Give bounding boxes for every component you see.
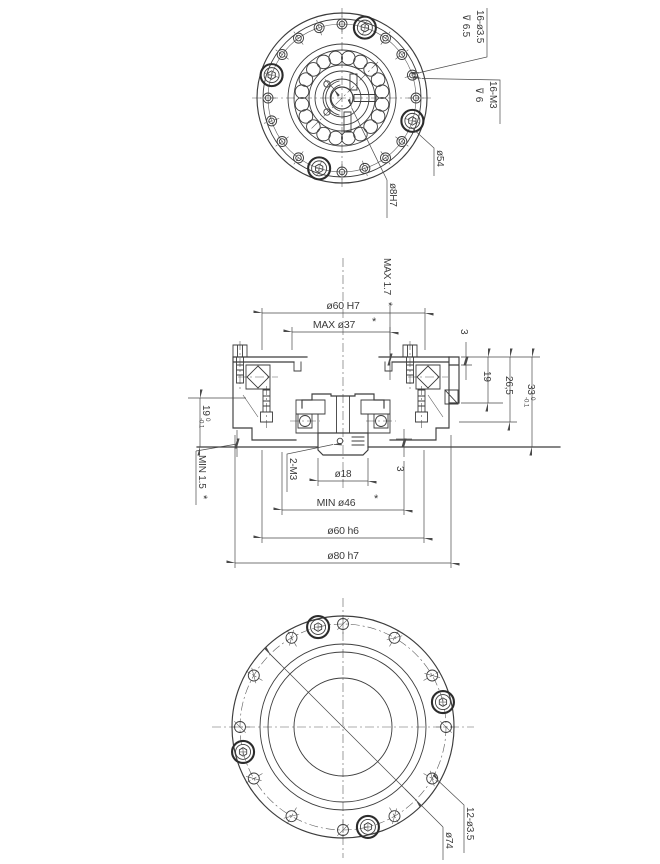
- screw-cross-tick: [362, 25, 368, 31]
- bearing-ball: [329, 131, 343, 145]
- screw-cross-tick: [409, 118, 415, 124]
- dim-33-tol-lower: -0.1: [522, 397, 530, 408]
- bearing-ball: [364, 63, 378, 77]
- hole-centerline-tick: [276, 50, 289, 59]
- screw-cross-tick: [240, 749, 246, 755]
- screw-cross-tick: [440, 699, 446, 705]
- hole-centerline-tick: [395, 50, 408, 59]
- dim-3top-label: 3: [458, 329, 469, 335]
- dim-74-label: ø74: [443, 832, 454, 849]
- hole-centerline-tick: [381, 151, 390, 164]
- bearing-ball: [342, 51, 356, 65]
- top-view-centerlines: [252, 8, 433, 190]
- dim-19l-tol-lower: -0.1: [197, 418, 205, 429]
- dim-74-arrow-a: [270, 654, 281, 665]
- dim-265-label: 26,5: [503, 376, 514, 395]
- dim-74-line: [265, 649, 443, 827]
- hole-centerline-tick: [276, 137, 289, 146]
- bearing-ball: [317, 127, 331, 141]
- bearing-ball: [299, 110, 313, 124]
- housing-right-outline: [379, 357, 449, 440]
- dim-min15-label: MIN 1.5: [196, 455, 207, 489]
- bearing-ball: [354, 127, 368, 141]
- dim-3b-label: 3: [394, 466, 405, 472]
- bearing-ball: [299, 73, 313, 87]
- hole-centerline-tick: [294, 32, 303, 45]
- top-bolt-holes-depth-label: ⊽ 6.5: [460, 14, 471, 37]
- bearing-ball: [342, 131, 356, 145]
- seal-box: [445, 390, 458, 404]
- bearing-ball: [371, 73, 385, 87]
- dim-2m3-label: 2-M3: [287, 458, 298, 480]
- bearing-ball: [295, 98, 309, 112]
- top-view: [252, 8, 500, 218]
- section-view: [188, 258, 560, 568]
- screw-cross-tick: [365, 824, 371, 830]
- top-tapped-holes-depth-label: ⊽ 6: [473, 87, 484, 103]
- screw-cross-tick: [316, 165, 322, 171]
- bottom-view: [212, 598, 475, 860]
- hole-centerline-tick: [381, 32, 390, 45]
- dim-80h7-label: ø80 h7: [327, 550, 359, 562]
- dim-19l-label: 19: [200, 405, 211, 416]
- dim-max17-star: *: [382, 302, 394, 307]
- dim-19r-label: 19: [481, 371, 492, 382]
- leader-bolt-circle: [411, 127, 434, 176]
- bearing-ball: [317, 55, 331, 69]
- dim-min15-star: *: [197, 495, 209, 500]
- bearing-ball: [364, 120, 378, 134]
- top-center-bore-label: ø8H7: [387, 183, 398, 207]
- bearing-ball: [354, 55, 368, 69]
- dim-33-tol-upper: 0: [529, 397, 537, 401]
- dim-74-arrow-b: [405, 789, 416, 800]
- hole-centerline-tick: [294, 151, 303, 164]
- hub-bore-lines: [337, 396, 365, 445]
- top-bolt-circle-label: ø54: [434, 150, 445, 167]
- top-bolt-holes-label: 16-ø3.5: [474, 10, 485, 44]
- dim-60H7-label: ø60 H7: [326, 300, 360, 312]
- bearing-ball: [329, 51, 343, 65]
- bearing-ball: [307, 63, 321, 77]
- dim-12holes-label: 12-ø3.5: [464, 807, 475, 841]
- bearing-ball: [295, 85, 309, 99]
- bearing-ball: [375, 85, 389, 99]
- dim-19l-tol-upper: 0: [204, 418, 212, 422]
- dim-max37-label: MAX ø37: [312, 319, 356, 331]
- hole-centerline-tick: [395, 137, 408, 146]
- dim-18-label: ø18: [334, 469, 352, 480]
- bearing-ball: [375, 98, 389, 112]
- dim-max17-label: MAX 1.7: [381, 258, 392, 295]
- dim-60h6-label: ø60 h6: [327, 525, 359, 537]
- top-tapped-holes-label: 16-M3: [487, 81, 498, 109]
- screw-cross-tick: [315, 624, 321, 630]
- dim-min46-star: *: [374, 493, 379, 505]
- bearing-ball: [371, 110, 385, 124]
- dim-33-label: 33: [525, 384, 536, 395]
- radial-tapped-hole: [337, 438, 343, 444]
- dim-min46-label: MIN ø46: [316, 497, 356, 509]
- screw-cross-tick: [269, 72, 275, 78]
- dim-max37-star: *: [372, 316, 377, 328]
